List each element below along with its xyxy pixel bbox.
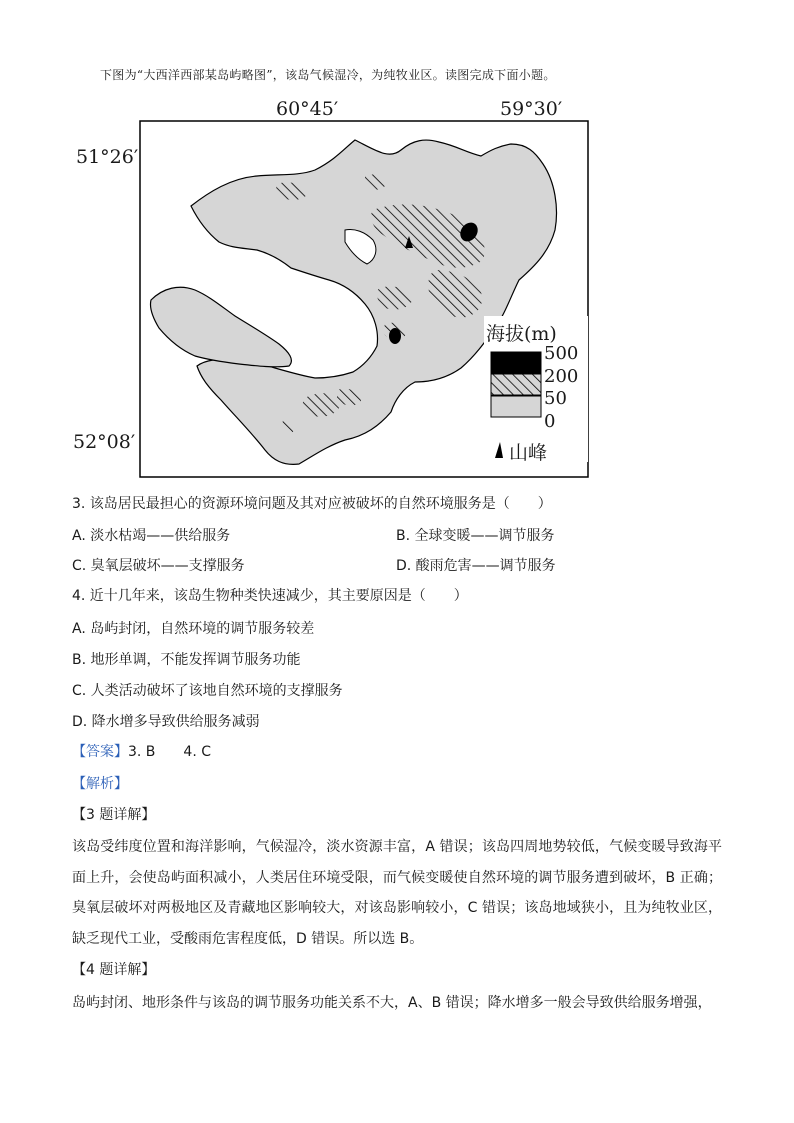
q4-option-c: C. 人类活动破坏了该地自然环境的支撑服务 (72, 683, 343, 699)
detail3-label: 【3 题详解】 (72, 807, 156, 823)
answer-line (72, 742, 211, 762)
answer-label: 【答案】 (72, 744, 128, 760)
q3-option-b: B. 全球变暖——调节服务 (396, 528, 555, 544)
q4-option-d: D. 降水增多导致供给服务减弱 (72, 714, 260, 730)
longitude-right: 59°30′ (500, 98, 563, 120)
q3-option-c: C. 臭氧层破坏——支撑服务 (72, 558, 245, 574)
legend-swatch-200 (491, 374, 541, 395)
q3-stem: 3. 该岛居民最担心的资源环境问题及其对应被破坏的自然环境服务是（ ） (72, 496, 552, 512)
detail4-label: 【4 题详解】 (72, 962, 156, 978)
detail3-text: 该岛受纬度位置和海洋影响，气候湿冷，淡水资源丰富，A 错误；该岛四周地势较低，气候变暖导致海平面上升，会使岛屿面积减小，人类居住环境受限，而气候变暖使自然环境的调节服务遭到破坏，B 正确；臭氧层破坏对两极地区及青藏地区影响较大，对该岛影响较小，C 错误；该岛地域狭小，且为纯牧业区，缺乏现代工业，受酸雨危害程度低，D 错误。所以选 B。 (72, 839, 722, 947)
legend-level-500: 500 (544, 343, 579, 364)
q3-option-a: A. 淡水枯竭——供给服务 (72, 528, 231, 544)
latitude-top: 51°26′ (76, 146, 139, 168)
legend-peak-label: 山峰 (509, 442, 548, 464)
legend-title: 海拔(m) (486, 323, 557, 345)
intro-text: 下图为“大西洋西部某岛屿略图”，该岛气候湿冷，为纯牧业区。读图完成下面小题。 (100, 68, 556, 82)
legend-swatch-50 (491, 396, 541, 417)
analysis-label: 【解析】 (72, 776, 128, 792)
island-map (139, 120, 589, 478)
answer-text: 3. B 4. C (128, 744, 211, 760)
q4-option-a: A. 岛屿封闭，自然环境的调节服务较差 (72, 621, 315, 637)
longitude-left: 60°45′ (276, 98, 339, 120)
legend-levels (544, 343, 578, 433)
q4-stem: 4. 近十几年来，该岛生物种类快速减少，其主要原因是（ ） (72, 588, 468, 604)
q4-option-b: B. 地形单调，不能发挥调节服务功能 (72, 652, 301, 668)
high-area-center (389, 328, 401, 344)
detail4-text: 岛屿封闭、地形条件与该岛的调节服务功能关系不大，A、B 错误；降水增多一般会导致供给服务增强， (72, 995, 712, 1011)
latitude-bottom: 52°08′ (73, 431, 136, 453)
legend-level-50: 50 (544, 388, 567, 409)
legend-level-0: 0 (544, 410, 556, 432)
legend-swatch-500 (491, 352, 541, 373)
legend-level-200: 200 (544, 365, 579, 387)
q3-option-d: D. 酸雨危害——调节服务 (396, 558, 556, 574)
